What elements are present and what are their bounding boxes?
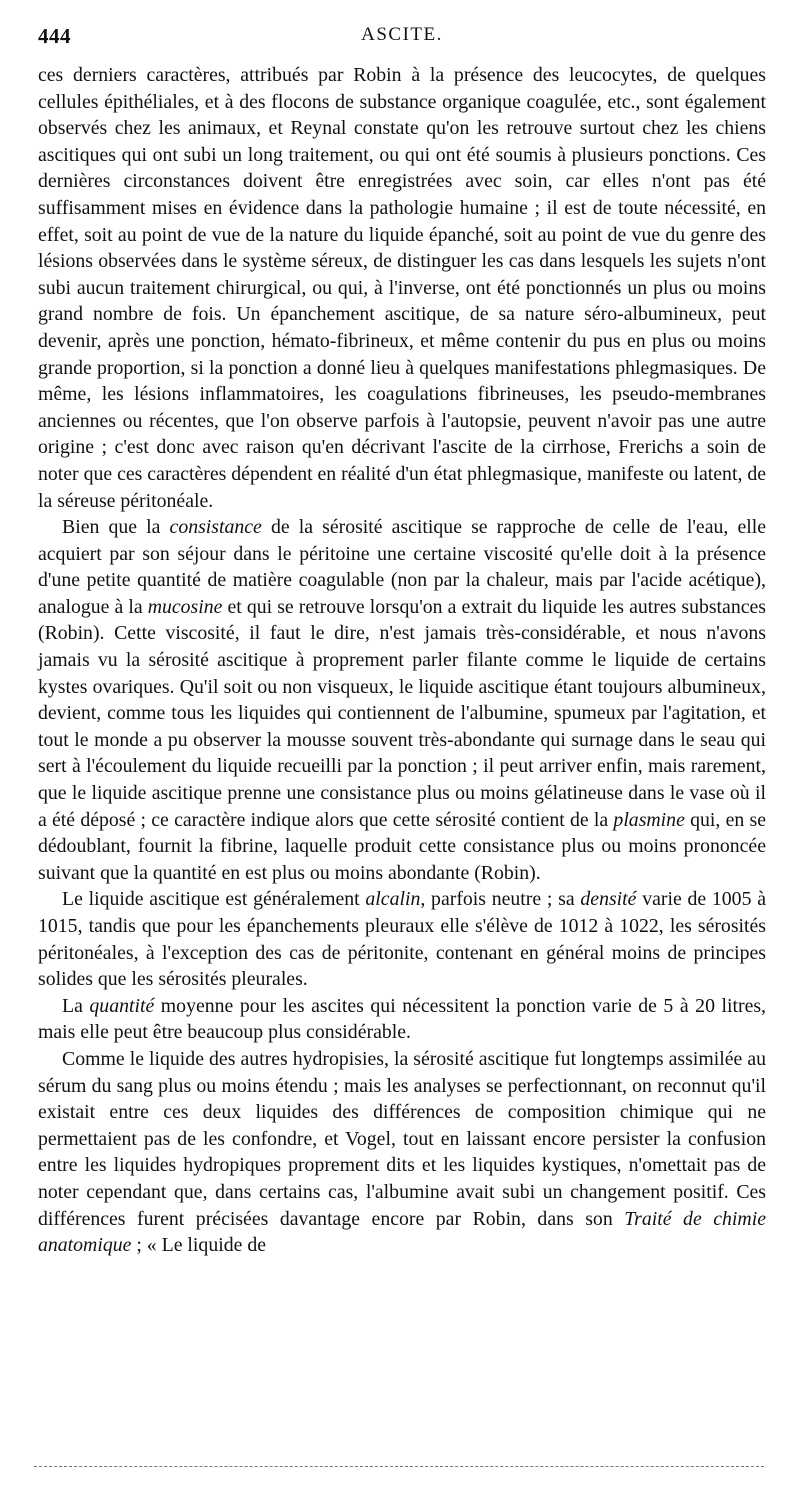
footer-rule (34, 1466, 764, 1467)
paragraph-4 (38, 993, 766, 1046)
body-text (38, 62, 766, 1259)
text-run: , parfois neutre ; sa (420, 888, 581, 911)
italic-term: mucosine (147, 595, 223, 618)
text-run: et qui se retrouve lorsqu'on a extrait du liquide les autres substances (Robin). Cette viscosité, il faut le dire, n'est jamais très-considérable, et nous n'avons jamais vu la sérosité ascitique à proprement parler filante comme le liquide de certains kystes ovariques. Qu'il soit ou non visqueux, le liquide ascitique étant toujours albumineux, devient, comme tous les liquides qui contiennent de l'albumine, spumeux par l'agitation, et tout le monde a pu observer la mousse souvent très-abondante qui surnage dans le seau qui sert à l'écoulement du liquide recueilli par la ponction ; il peut arriver enfin, mais rarement, que le liquide ascitique prenne une consistance plus ou moins gélatineuse dans le vase où il a été déposé ; ce caractère indique alors que cette sérosité contient de la (38, 595, 766, 831)
text-run: varie de 1005 à 1015, tandis que pour les épanchements pleuraux elle s'élève de 1012 à 1022, les sérosités péritonéales, à l'exception des cas de péritonite, contenant en général moins de principes solides que les sérosités pleurales. (38, 888, 767, 991)
text-run: Comme le liquide des autres hydropisies, la sérosité ascitique fut longtemps assimilée au sérum du sang plus ou moins étendu ; mais les analyses se perfectionnant, on reconnut qu'il existait entre ces deux liquides des différences de composition chimique qui ne permettaient pas de les confondre, et Vogel, tout en laissant encore persister la confusion entre les liquides hydropiques proprement dits et les liquides kystiques, n'omettait pas de noter cependant que, dans certains cas, l'albumine avait subi un changement positif. Ces différences furent précisées davantage encore par Robin, dans son (38, 1047, 766, 1230)
page-header (38, 24, 766, 54)
text-run: moyenne pour les ascites qui nécessitent la ponction varie de 5 à 20 litres, mais elle peut être beaucoup plus considérable. (38, 994, 766, 1044)
paragraph-5 (38, 1046, 766, 1259)
text-run: ; « Le liquide de (131, 1234, 266, 1257)
italic-term: densité (580, 888, 637, 911)
italic-term: quantité (89, 994, 155, 1017)
text-run: de la sérosité ascitique se rapproche de celle de l'eau, elle acquiert par son séjour dans le péritoine une certaine viscosité qu'elle doit à la présence d'une petite quantité de matière coagulable (non par la chaleur, mais par l'acide acétique), analogue à la (38, 516, 766, 618)
page-number: 444 (38, 24, 71, 48)
paragraph-2 (38, 514, 766, 886)
text-run: La (62, 994, 90, 1017)
text-run: Bien que la (62, 516, 170, 539)
italic-term: consistance (169, 516, 262, 539)
running-title: ASCITE. (361, 24, 443, 45)
text-run: Le liquide ascitique est généralement (62, 888, 366, 911)
paragraph-1 (38, 62, 766, 514)
italic-term: alcalin (365, 888, 421, 911)
paragraph-3 (38, 886, 766, 992)
italic-term: plasmine (613, 808, 685, 831)
italic-term: Traité de chimie anatomique (38, 1207, 766, 1257)
text-run: qui, en se dédoublant, fournit la fibrine, laquelle produit cette consistance plus ou moins prononcée suivant que la quantité en est plus ou moins abondante (Robin). (38, 808, 766, 884)
text-run: ces derniers caractères, attribués par Robin à la présence des leucocytes, de quelques cellules épithéliales, et à des flocons de substance organique coagulée, etc., sont également observés chez les animaux, et Reynal constate qu'on les retrouve surtout chez les chiens ascitiques qui ont subi un long traitement, ou qui ont été soumis à plusieurs ponctions. Ces dernières circonstances doivent être enregistrées avec soin, car elles n'ont pas été suffisamment mises en évidence dans la pathologie humaine ; il est de toute nécessité, en effet, soit au point de vue de la nature du liquide épanché, soit au point de vue du genre des lésions observées dans le système séreux, de distinguer les cas dans lesquels les sujets n'ont subi aucun traitement chirurgical, ou qui, à l'inverse, ont été ponctionnés un plus ou moins grand nombre de fois. Un épanchement ascitique, de sa nature séro-albumineux, peut devenir, après une ponction, hémato-fibrineux, et même contenir du pus en plus ou moins grande proportion, si la ponction a donné lieu à quelques manifestations phlegmasiques. De même, les lésions inflammatoires, les coagulations fibrineuses, les pseudo-membranes anciennes ou récentes, que l'on observe parfois à l'autopsie, peuvent n'avoir pas une autre origine ; c'est donc avec raison qu'en décrivant l'ascite de la cirrhose, Frerichs a soin de noter que ces caractères dépendent en réalité d'un état phlegmasique, manifeste ou latent, de la séreuse péritonéale. (38, 64, 767, 512)
